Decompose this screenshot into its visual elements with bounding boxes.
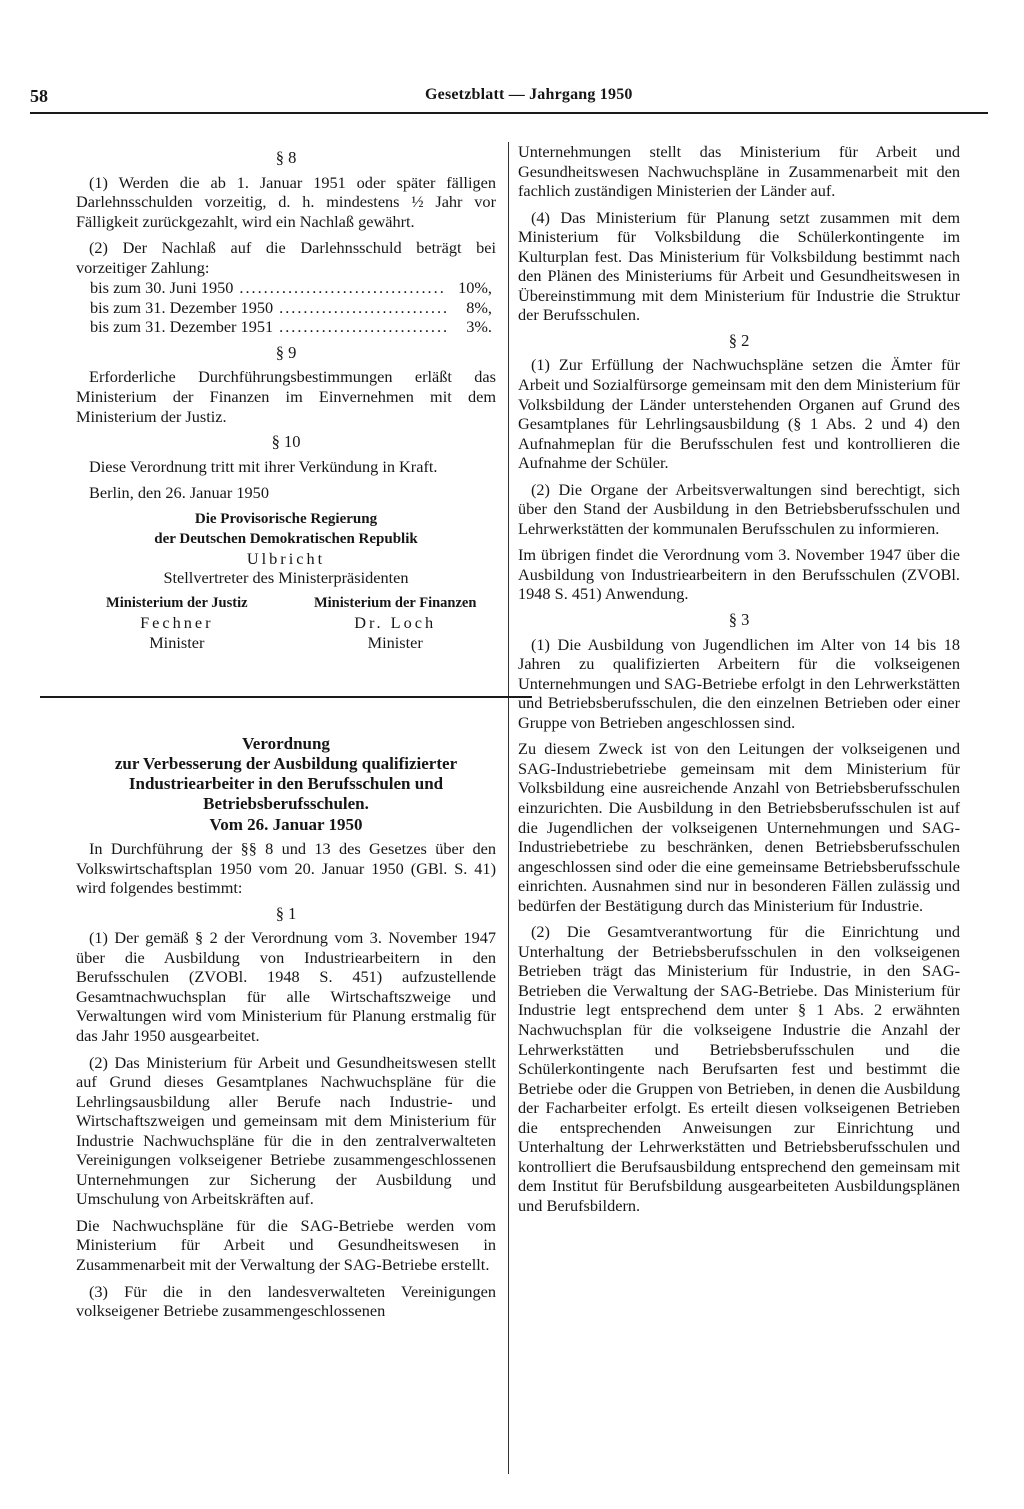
- paragraph: Unternehmungen stellt das Ministerium für Arbeit und Gesundheitswesen Nachwuchspläne in Zusammenarbeit mit den fachlich zuständigen Ministerien der Länder auf.: [518, 142, 960, 201]
- leader-dots: [279, 317, 446, 337]
- government-name: der Deutschen Demokratischen Republik: [154, 530, 418, 547]
- paragraph: (2) Die Organe der Arbeitsverwaltungen sind berechtigt, sich über den Stand der Ausbildung in den Betriebsberufsschulen und Lehrwerkstätten der kommunalen Berufsschulen zu informieren.: [518, 479, 960, 538]
- running-head: Gesetzblatt — Jahrgang 1950: [425, 86, 633, 103]
- minister-title: Minister: [367, 632, 423, 652]
- rate-value: 10%,: [458, 278, 492, 298]
- rate-label: bis zum 31. Dezember 1951: [90, 317, 274, 337]
- minister-title: Minister: [149, 632, 205, 652]
- rate-label: bis zum 30. Juni 1950: [90, 278, 234, 298]
- leader-dots: [239, 278, 446, 298]
- signature-block: [76, 509, 496, 653]
- page-header: [30, 86, 988, 114]
- paragraph: Die Nachwuchspläne für die SAG-Betriebe werden vom Ministerium für Arbeit und Gesundheitswesen in Zusammenarbeit mit der Verwaltung der SAG-Betriebe erstellt.: [76, 1215, 496, 1274]
- paragraph: Zu diesem Zweck ist von den Leitungen der volkseigenen und SAG-Industriebetriebe gemeinsam mit dem Ministerium für Volksbildung eine ausreichende Anzahl von Betriebsberufsschulen einzurichten. Die Ausbildung in den Betriebsberufsschulen ist auf die Jugendlichen der volkseigenen Unternehmungen und SAG-Industriebetriebe zu beschränken, denen Betriebsberufsschulen angeschlossen sind oder die eine gemeinsame Betriebsberufsschule einrichten. Ausnahmen sind nur in besonderen Fällen zulässig und bedürfen der Bestätigung durch das Ministerium für Industrie.: [518, 739, 960, 915]
- decree-subtitle: zur Verbesserung der Ausbildung qualifizierter Industriearbeiter in den Berufsschulen und Betriebsberufsschulen.: [114, 754, 458, 814]
- paragraph: Erforderliche Durchführungsbestimmungen erläßt das Ministerium der Finanzen im Einvernehmen mit dem Ministerium der Justiz.: [76, 367, 496, 426]
- section-separator-rule: [40, 696, 532, 698]
- government-name: Die Provisorische Regierung: [194, 510, 378, 527]
- rate-value: 8%,: [466, 297, 492, 317]
- page-number: 58: [30, 86, 48, 106]
- paragraph: (2) Die Gesamtverantwortung für die Einrichtung und Unterhaltung der Betriebsberufsschulen in den volkseigenen Betrieben trägt das Ministerium für Industrie, in den SAG-Betrieben die Verwaltung der SAG-Betriebe. Das Ministerium für Industrie legt entsprechend dem unter § 1 Abs. 2 erwähnten Nachwuchsplan für die volkseigene Industrie die Anzahl der Lehrwerkstätten und Betriebsberufsschulen und die Schülerkontingente nach Berufsarten fest und bestimmt die Betriebe oder die Gruppen von Betrieben, in denen die Ausbildung der Facharbeiter erfolgt. Es erteilt diesen volkseigenen Betrieben die entsprechenden Anweisungen zur Einrichtung und Unterhaltung der Lehrwerkstätten und Betriebsberufsschulen und kontrolliert die Berufsausbildung entsprechend den gemeinsam mit dem Institut für Berufsbildung ausgearbeiteten Ausbildungsplänen und Berufsbildern.: [518, 922, 960, 1215]
- minister-signatures: [76, 594, 496, 653]
- ministry-name: Ministerium der Justiz: [106, 594, 248, 611]
- place-date: Berlin, den 26. Januar 1950: [89, 483, 269, 503]
- paragraph: (1) Zur Erfüllung der Nachwuchspläne setzen die Ämter für Arbeit und Sozialfürsorge gemeinsam mit den dem Ministerium für Volksbildung der Länder unterstehenden Organen auf Grund des Gesamtplanes für Lehrlingsausbildung (§ 1 Abs. 2 und 4) den Aufnahmeplan für die Berufsschulen fest und kontrollieren die Aufnahme der Schüler.: [518, 355, 960, 473]
- paragraph: (1) Werden die ab 1. Januar 1951 oder später fälligen Darlehnsschulden vorzeitig, d. h. mindestens ½ Jahr vor Fälligkeit zurückgezahlt, wird ein Nachlaß gewährt.: [76, 172, 496, 231]
- right-column: [518, 142, 960, 1215]
- paragraph: (1) Die Ausbildung von Jugendlichen im Alter von 14 bis 18 Jahren zu qualifizierten Arbeitern für die volkseigenen Unternehmungen und SAG-Betriebe erfolgt in den Lehrwerkstätten und Betriebsberufsschulen, die den einzelnen Betrieben oder einer Gruppe von Betrieben angeschlossen sind.: [518, 634, 960, 732]
- rate-row: [76, 317, 496, 337]
- decree-date: Vom 26. Januar 1950: [209, 815, 363, 835]
- rate-row: [76, 278, 496, 298]
- section-heading: § 1: [275, 903, 297, 923]
- ministry-name: Ministerium der Finanzen: [313, 594, 477, 611]
- signer-name: Ulbricht: [246, 548, 326, 568]
- leader-dots: [279, 298, 446, 318]
- finance-signature: [294, 594, 496, 653]
- section-heading: § 9: [275, 342, 297, 362]
- column-divider: [508, 142, 509, 1474]
- paragraph: (2) Das Ministerium für Arbeit und Gesundheitswesen stellt auf Grund dieses Gesamtplanes Nachwuchspläne für die Lehrlingsausbildung aller Berufe nach Industrie- und Wirtschaftszweigen und gemeinsam mit dem Ministerium für Industrie Nachwuchspläne für die in den zentralverwalteten Vereinigungen volkseigener Betriebe zusammengeschlossenen Unternehmungen zur Sicherung der Ausbildung und Umschulung von Arbeitskräften auf.: [76, 1052, 496, 1209]
- section-heading: § 10: [271, 432, 301, 452]
- paragraph: Im übrigen findet die Verordnung vom 3. November 1947 über die Ausbildung von Industriearbeitern in den Berufsschulen (ZVOBl. 1948 S. 451) Anwendung.: [518, 545, 960, 604]
- rate-list: [76, 278, 496, 337]
- paragraph: Diese Verordnung tritt mit ihrer Verkündung in Kraft.: [89, 456, 438, 476]
- section-heading: § 8: [275, 148, 297, 167]
- rate-row: [76, 298, 496, 318]
- signer-title: Stellvertreter des Ministerpräsidenten: [163, 568, 409, 588]
- rate-label: bis zum 31. Dezember 1950: [90, 297, 274, 317]
- paragraph: (4) Das Ministerium für Planung setzt zusammen mit dem Ministerium für Volksbildung die Schülerkontingente im Kulturplan fest. Das Ministerium für Volksbildung bestimmt nach den Plänen des Ministeriums für Arbeit und Gesundheitswesen in Übereinstimmung mit dem Ministerium für Industrie die Struktur der Berufsschulen.: [518, 207, 960, 325]
- section-heading: § 2: [728, 330, 750, 350]
- left-column: [76, 142, 496, 1321]
- section-heading: § 3: [728, 610, 750, 630]
- paragraph: In Durchführung der §§ 8 und 13 des Gesetzes über den Volkswirtschaftsplan 1950 vom 20. Januar 1950 (GBl. S. 41) wird folgendes bestimmt:: [76, 839, 496, 898]
- justice-signature: [76, 594, 278, 653]
- decree-title: Verordnung: [242, 734, 330, 754]
- rate-value: 3%.: [466, 317, 492, 337]
- minister-name: Dr. Loch: [354, 613, 437, 633]
- paragraph: (3) Für die in den landesverwalteten Vereinigungen volkseigener Betriebe zusammengeschlossenen: [76, 1281, 496, 1321]
- minister-name: Fechner: [140, 613, 214, 633]
- paragraph: (1) Der gemäß § 2 der Verordnung vom 3. November 1947 über die Ausbildung von Industriearbeitern in den Berufsschulen (ZVOBl. 1948 S. 451) aufzustellende Gesamtnachwuchsplan für alle Wirtschaftszweige und Verwaltungen wird vom Ministerium für Planung erstmalig für das Jahr 1950 ausgearbeitet.: [76, 928, 496, 1045]
- paragraph: (2) Der Nachlaß auf die Darlehnsschuld beträgt bei vorzeitiger Zahlung:: [76, 238, 496, 277]
